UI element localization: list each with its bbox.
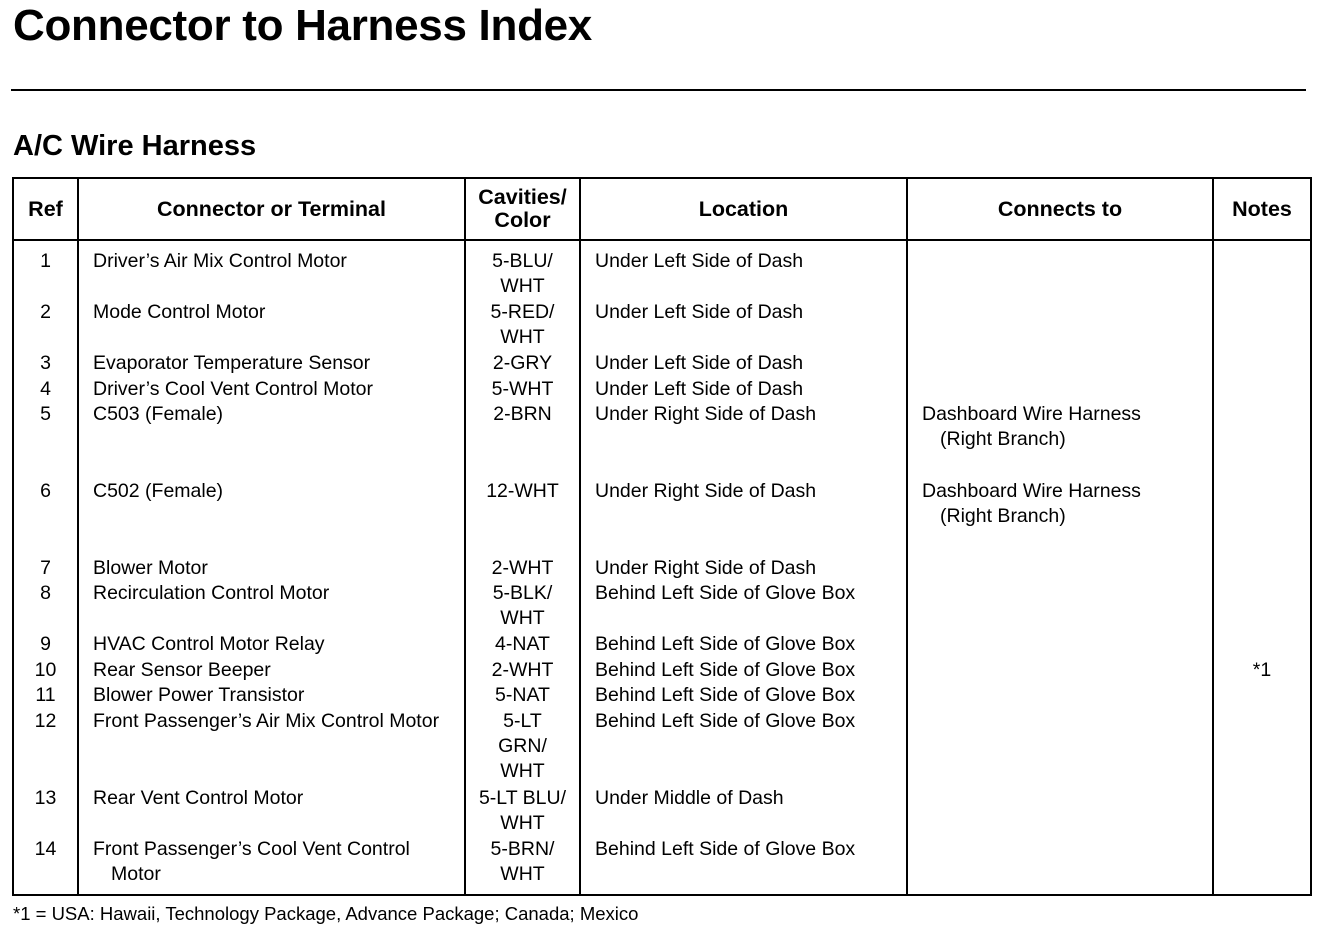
table-row [13,709,1311,786]
header-connector: Connector or Terminal [78,178,465,240]
cell-connects-to [907,402,1213,479]
cell-connects-to [907,351,1213,377]
connects-to-line: (Right Branch) [940,428,1066,451]
cell-location: Under Left Side of Dash [580,351,907,377]
connects-to-line: Dashboard Wire Harness [922,403,1141,426]
cell-notes [1213,479,1311,556]
cavities-line: WHT [500,811,545,834]
cavities-line: 12-WHT [486,480,559,503]
cell-ref: 14 [13,837,78,888]
cavities-line: WHT [500,607,545,630]
cavities-line: 2-WHT [491,556,554,579]
cell-connects-to [907,632,1213,658]
connector-table [12,177,1312,896]
cell-cavities [465,351,580,377]
cell-cavities [465,402,580,479]
cavities-line: 5-BLK/ [492,582,553,605]
header-cavities-line2: Color [494,208,551,232]
cell-location: Behind Left Side of Glove Box [580,837,907,888]
table-body [13,240,1311,895]
cell-connects-to [907,581,1213,632]
table-header-row [13,178,1311,240]
table-row [13,683,1311,709]
cell-connects-to [907,786,1213,837]
cell-connects-to [907,658,1213,684]
cavities-line: 5-RED/ [490,301,555,324]
cell-ref: 10 [13,658,78,684]
cell-notes [1213,351,1311,377]
cavities-line: 5-NAT [495,684,550,707]
row-spacer [922,452,1208,477]
cell-location: Under Left Side of Dash [580,377,907,403]
cell-notes [1213,632,1311,658]
cell-location: Behind Left Side of Glove Box [580,658,907,684]
cell-cavities [465,581,580,632]
connector-name: Front Passenger’s Cool Vent Control [93,837,410,860]
cell-notes [1213,300,1311,351]
cell-connector [78,479,465,556]
cell-connects-to [907,240,1213,300]
cavities-line: 5-WHT [491,377,554,400]
header-ref: Ref [13,178,78,240]
table-row [13,786,1311,837]
filler-cell [78,888,465,895]
filler-cell [907,888,1213,895]
cell-connector [78,402,465,479]
header-location: Location [580,178,907,240]
cell-cavities [465,240,580,300]
cell-cavities [465,479,580,556]
table-row [13,351,1311,377]
cavities-line: 5-LT BLU/ [478,786,567,809]
title-divider [11,89,1306,91]
cell-location: Behind Left Side of Glove Box [580,581,907,632]
cell-notes [1213,709,1311,786]
connector-name: Driver’s Air Mix Control Motor [93,250,347,272]
cavities-line: 5-LT [503,709,542,732]
connector-name: Front Passenger’s Air Mix Control Motor [93,709,440,732]
header-connects-to: Connects to [907,178,1213,240]
cell-connects-to [907,556,1213,582]
cavities-line: 5-BRN/ [490,837,555,860]
table-row [13,658,1311,684]
table-row [13,479,1311,556]
cell-connector [78,556,465,582]
connector-name: Rear Vent Control Motor [93,786,304,809]
cell-cavities [465,632,580,658]
cell-notes [1213,837,1311,888]
cell-connects-to [907,709,1213,786]
cavities-line: 2-WHT [491,658,554,681]
cell-connector [78,377,465,403]
cell-location: Under Left Side of Dash [580,240,907,300]
cell-notes [1213,786,1311,837]
cell-connects-to [907,300,1213,351]
footnote: *1 = USA: Hawaii, Technology Package, Advance Package; Canada; Mexico [13,903,639,924]
table-row [13,402,1311,479]
header-notes: Notes [1213,178,1311,240]
filler-cell [465,888,580,895]
header-cavities-line1: Cavities/ [478,185,567,209]
cell-cavities [465,377,580,403]
cell-ref: 1 [13,240,78,300]
cell-connector [78,300,465,351]
cell-cavities [465,658,580,684]
connector-name: C502 (Female) [93,480,224,503]
cell-ref: 12 [13,709,78,786]
cell-notes [1213,402,1311,479]
connector-name-cont: Motor [111,862,161,885]
cell-connector [78,837,465,888]
cell-location: Behind Left Side of Glove Box [580,683,907,709]
cavities-line: WHT [500,862,545,885]
cell-ref: 6 [13,479,78,556]
table-row [13,240,1311,300]
cell-connects-to [907,683,1213,709]
connector-name: HVAC Control Motor Relay [93,633,325,656]
cell-notes: *1 [1213,658,1311,684]
table-row [13,556,1311,582]
cell-location: Under Middle of Dash [580,786,907,837]
header-cavities [465,178,580,240]
cell-notes [1213,377,1311,403]
filler-cell [13,888,78,895]
cell-connector [78,351,465,377]
table-row [13,632,1311,658]
page-title: Connector to Harness Index [13,1,592,50]
connector-name: Blower Motor [93,556,208,579]
cell-ref: 2 [13,300,78,351]
cavities-line: 4-NAT [495,633,550,656]
cell-connects-to [907,377,1213,403]
cell-cavities [465,300,580,351]
cell-connector [78,786,465,837]
cavities-line: 2-BRN [493,403,552,426]
cell-location: Under Right Side of Dash [580,556,907,582]
cell-location: Under Right Side of Dash [580,479,907,556]
cavities-line: WHT [500,759,545,782]
connector-name: Mode Control Motor [93,301,266,324]
row-spacer [922,529,1208,554]
table-row [13,581,1311,632]
cell-notes [1213,240,1311,300]
table-row [13,300,1311,351]
connector-name: Recirculation Control Motor [93,582,330,605]
cell-connector [78,581,465,632]
connector-name: Driver’s Cool Vent Control Motor [93,377,373,400]
cell-ref: 5 [13,402,78,479]
cell-cavities [465,709,580,786]
connects-to-line: Dashboard Wire Harness [922,480,1141,503]
cell-ref: 4 [13,377,78,403]
cell-location: Behind Left Side of Glove Box [580,632,907,658]
cell-cavities [465,556,580,582]
cell-location: Under Left Side of Dash [580,300,907,351]
cell-ref: 3 [13,351,78,377]
cell-cavities [465,786,580,837]
cavities-line: 5-BLU/ [492,250,553,272]
cell-connector [78,709,465,786]
cell-notes [1213,556,1311,582]
connector-name: C503 (Female) [93,403,224,426]
filler-cell [1213,888,1311,895]
connects-to-line: (Right Branch) [940,505,1066,528]
filler-cell [580,888,907,895]
cell-connector [78,683,465,709]
table-row [13,837,1311,888]
cell-location: Behind Left Side of Glove Box [580,709,907,786]
connector-name: Blower Power Transistor [93,684,305,707]
cell-ref: 7 [13,556,78,582]
cell-connector [78,240,465,300]
cell-cavities [465,683,580,709]
section-title: A/C Wire Harness [13,130,257,162]
cell-connector [78,632,465,658]
cell-location: Under Right Side of Dash [580,402,907,479]
cavities-line: WHT [500,275,545,297]
cavities-line: WHT [500,326,545,349]
cell-connects-to [907,479,1213,556]
table-filler-row [13,888,1311,895]
cavities-line: GRN/ [498,734,547,757]
connector-name: Evaporator Temperature Sensor [93,352,371,375]
cell-notes [1213,683,1311,709]
cell-connects-to [907,837,1213,888]
cell-ref: 11 [13,683,78,709]
cell-connector [78,658,465,684]
connector-name: Rear Sensor Beeper [93,658,271,681]
cell-ref: 9 [13,632,78,658]
cell-ref: 13 [13,786,78,837]
cell-ref: 8 [13,581,78,632]
cell-notes [1213,581,1311,632]
table-row [13,377,1311,403]
cell-cavities [465,837,580,888]
cavities-line: 2-GRY [492,352,553,375]
